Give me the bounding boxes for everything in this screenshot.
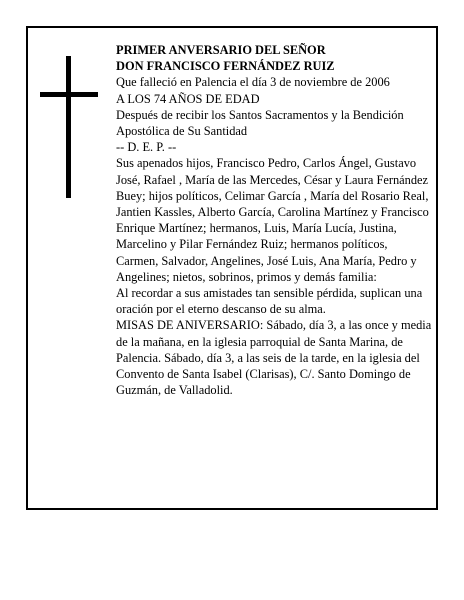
notice-text <box>116 42 432 398</box>
notice-title-line-2: DON FRANCISCO FERNÁNDEZ RUIZ <box>116 59 335 74</box>
age-at-death: A LOS 74 AÑOS DE EDAD <box>116 91 260 106</box>
obituary-notice <box>26 26 438 510</box>
rip-text: -- D. E. P. -- <box>116 140 177 155</box>
cross-icon <box>40 56 98 198</box>
cross-horizontal-bar <box>40 92 98 97</box>
death-info: Que falleció en Palencia el día 3 de noviembre de 2006 <box>116 75 390 90</box>
cross-vertical-bar <box>66 56 71 198</box>
notice-title-line-1: PRIMER ANVERSARIO DEL SEÑOR <box>116 43 326 57</box>
masses-text: MISAS DE ANIVERSARIO: Sábado, día 3, a las once y media de la mañana, en la iglesia parroquial de Santa Marina, de Palencia. Sábado, día 3, a las seis de la tarde, en la iglesia del Convento de Santa Isabel (Clarisas), C/. Santo Domingo de Guzmán, de Valladolid. <box>116 318 432 398</box>
sacraments-text: Después de recibir los Santos Sacramentos y la Bendición Apostólica de Su Santidad <box>116 107 404 139</box>
family-text: Sus apenados hijos, Francisco Pedro, Carlos Ángel, Gustavo José, Rafael , María de las Mercedes, César y Laura Fernández Buey; hijos políticos, Celimar García , María del Rosario Real, Jantien Kassles, Alberto García, Carolina Martínez y Francisco Enrique Martínez; hermanos, Luis, María Lucía, Justina, Marcelino y Pilar Fernández Ruiz; hermanos políticos, Carmen, Salvador, Angelines, José Luis, Ana María, Pedro y Angelines; nietos, sobrinos, primos y demás familia: <box>116 156 429 284</box>
request-text: Al recordar a sus amistades tan sensible pérdida, suplican una oración por el eterno descanso de su alma. <box>116 286 423 317</box>
